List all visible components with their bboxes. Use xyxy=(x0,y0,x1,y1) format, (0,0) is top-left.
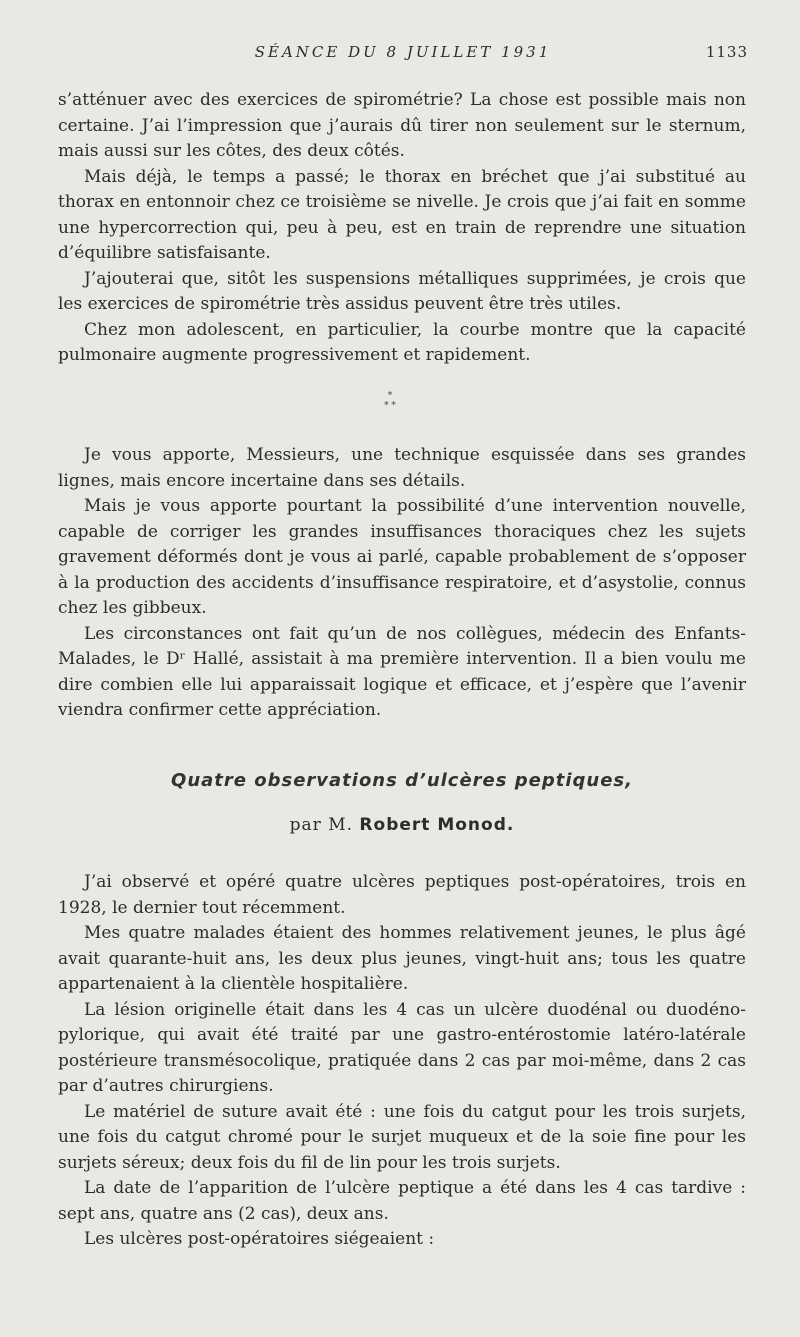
asterism-bottom: * * xyxy=(384,401,396,411)
page-number: 1133 xyxy=(705,43,748,61)
paragraph: s’atténuer avec des exercices de spirométrie? La chose est possible mais non certaine. J’ai l’impression que j’aurais dû tirer non seulement sur le sternum, mais aussi sur les côtes, des deux côtés. xyxy=(58,90,746,161)
paragraph: Le matériel de suture avait été : une fois du catgut pour les trois surjets, une fois du catgut chromé pour le surjet muqueux et de la soie fine pour les surjets séreux; deux fois du fil de lin pour les trois surjets. xyxy=(58,1101,746,1173)
paragraph: Les circonstances ont fait qu’un de nos collègues, médecin des Enfants-Malades, le Dʳ Hallé, assistait à ma première intervention. Il a bien voulu me dire combien elle lui apparaissait logique et efficace, et j’espère que l’avenir viendra confirmer cette appréciation. xyxy=(58,623,746,720)
paragraph: Je vous apporte, Messieurs, une technique esquissée dans ses grandes lignes, mais encore incertaine dans ses détails. xyxy=(58,445,746,491)
author-line xyxy=(58,815,746,835)
author-prefix: par M. xyxy=(289,815,354,835)
paragraph: Les ulcères post-opératoires siégeaient : xyxy=(84,1229,435,1249)
paragraph: Mais je vous apporte pourtant la possibilité d’une intervention nouvelle, capable de corriger les grandes insuffisances thoraciques chez les sujets gravement déformés dont je vous ai parlé, capable probablement de s’opposer à la production des accidents d’insuffisance respiratoire, et d’asystolie, connus chez les gibbeux. xyxy=(58,496,746,618)
paragraph: J’ajouterai que, sitôt les suspensions métalliques supprimées, je crois que les exercices de spirométrie très assidus peuvent être très utiles. xyxy=(58,268,746,314)
running-title: SÉANCE DU 8 JUILLET 1931 xyxy=(254,43,552,61)
paragraph: La date de l’apparition de l’ulcère peptique a été dans les 4 cas tardive : sept ans, quatre ans (2 cas), deux ans. xyxy=(58,1178,746,1224)
paragraph: J’ai observé et opéré quatre ulcères peptiques post-opératoires, trois en 1928, le dernier tout récemment. xyxy=(58,872,746,918)
paragraph: Mais déjà, le temps a passé; le thorax en bréchet que j’ai substitué au thorax en entonnoir chez ce troisième se nivelle. Je crois que j’ai fait en somme une hypercorrection qui, peu à peu, est en train de reprendre une situation d’équilibre satisfaisante. xyxy=(58,166,746,263)
section-peptic-ulcers xyxy=(58,870,746,1253)
paragraph: La lésion originelle était dans les 4 cas un ulcère duodénal ou duodéno-pylorique, qui avait été traité par une gastro-entérostomie latéro-latérale postérieure transmésocolique, pratiquée dans 2 cas par moi-même, dans 2 cas par d’autres chirurgiens. xyxy=(58,999,746,1096)
running-head xyxy=(58,43,748,65)
section-spirometry xyxy=(58,88,746,369)
asterism-top: * xyxy=(387,391,393,401)
paragraph: Chez mon adolescent, en particulier, la courbe montre que la capacité pulmonaire augmente progressivement et rapidement. xyxy=(58,319,746,365)
article-title: Quatre observations d’ulcères peptiques, xyxy=(171,770,633,791)
paragraph: Mes quatre malades étaient des hommes relativement jeunes, le plus âgé avait quarante-huit ans, les deux plus jeunes, vingt-huit ans; tous les quatre appartenaient à la clientèle hospitalière. xyxy=(58,923,746,994)
section-separator-asterism xyxy=(370,391,410,411)
author-name: Robert Monod. xyxy=(359,815,515,835)
section-conclusion xyxy=(58,443,746,724)
